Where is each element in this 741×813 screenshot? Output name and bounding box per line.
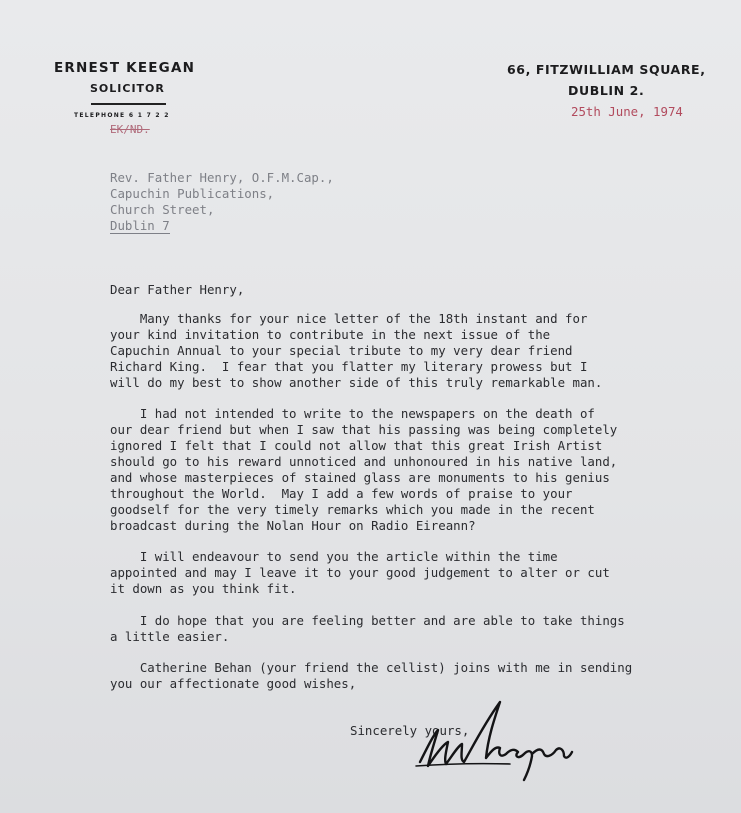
sender-address-line2: DUBLIN 2. xyxy=(568,83,645,98)
letterhead-telephone: TELEPHONE 6 1 7 2 2 xyxy=(74,112,170,119)
body-line: throughout the World. May I add a few words of praise to your xyxy=(110,486,573,501)
body-line: Richard King. I fear that you flatter my literary prowess but I xyxy=(110,359,588,374)
body-line: appointed and may I leave it to your good judgement to alter or cut xyxy=(110,565,610,580)
body-line: our dear friend but when I saw that his passing was being completely xyxy=(110,422,618,437)
letterhead-divider xyxy=(91,103,166,105)
recipient-line4 xyxy=(110,218,170,233)
body-line: I do hope that you are feeling better and are able to take things xyxy=(110,613,625,628)
body-line: Capuchin Annual to your special tribute to my very dear friend xyxy=(110,343,573,358)
body-line: I had not intended to write to the newspapers on the death of xyxy=(110,406,595,421)
recipient-city: Dublin 7 xyxy=(110,218,170,233)
signature xyxy=(414,694,574,784)
body-line: Catherine Behan (your friend the cellist) joins with me in sending xyxy=(110,660,633,675)
body-line: will do my best to show another side of this truly remarkable man. xyxy=(110,375,603,390)
recipient-line1: Rev. Father Henry, O.F.M.Cap., xyxy=(110,170,334,185)
body-line: you our affectionate good wishes, xyxy=(110,676,357,691)
body-line: your kind invitation to contribute in the next issue of the xyxy=(110,327,551,342)
recipient-line2: Capuchin Publications, xyxy=(110,186,275,201)
closing: Sincerely yours, xyxy=(350,723,470,738)
letter-date: 25th June, 1974 xyxy=(571,104,683,119)
body-line: should go to his reward unnoticed and unhonoured in his native land, xyxy=(110,454,618,469)
reference-code: EK/ND. xyxy=(110,123,150,136)
salutation: Dear Father Henry, xyxy=(110,282,245,297)
body-line: a little easier. xyxy=(110,629,230,644)
body-line: ignored I felt that I could not allow that this great Irish Artist xyxy=(110,438,603,453)
body-line: and whose masterpieces of stained glass are monuments to his genius xyxy=(110,470,610,485)
body-line: Many thanks for your nice letter of the 18th instant and for xyxy=(110,311,588,326)
body-line: I will endeavour to send you the article within the time xyxy=(110,549,558,564)
letterhead-name: ERNEST KEEGAN xyxy=(54,60,196,76)
body-line: goodself for the very timely remarks which you made in the recent xyxy=(110,502,595,517)
recipient-line3: Church Street, xyxy=(110,202,215,217)
body-line: broadcast during the Nolan Hour on Radio Eireann? xyxy=(110,518,476,533)
sender-address-line1: 66, FITZWILLIAM SQUARE, xyxy=(507,62,706,77)
body-line: it down as you think fit. xyxy=(110,581,297,596)
letterhead-role: SOLICITOR xyxy=(90,82,165,95)
